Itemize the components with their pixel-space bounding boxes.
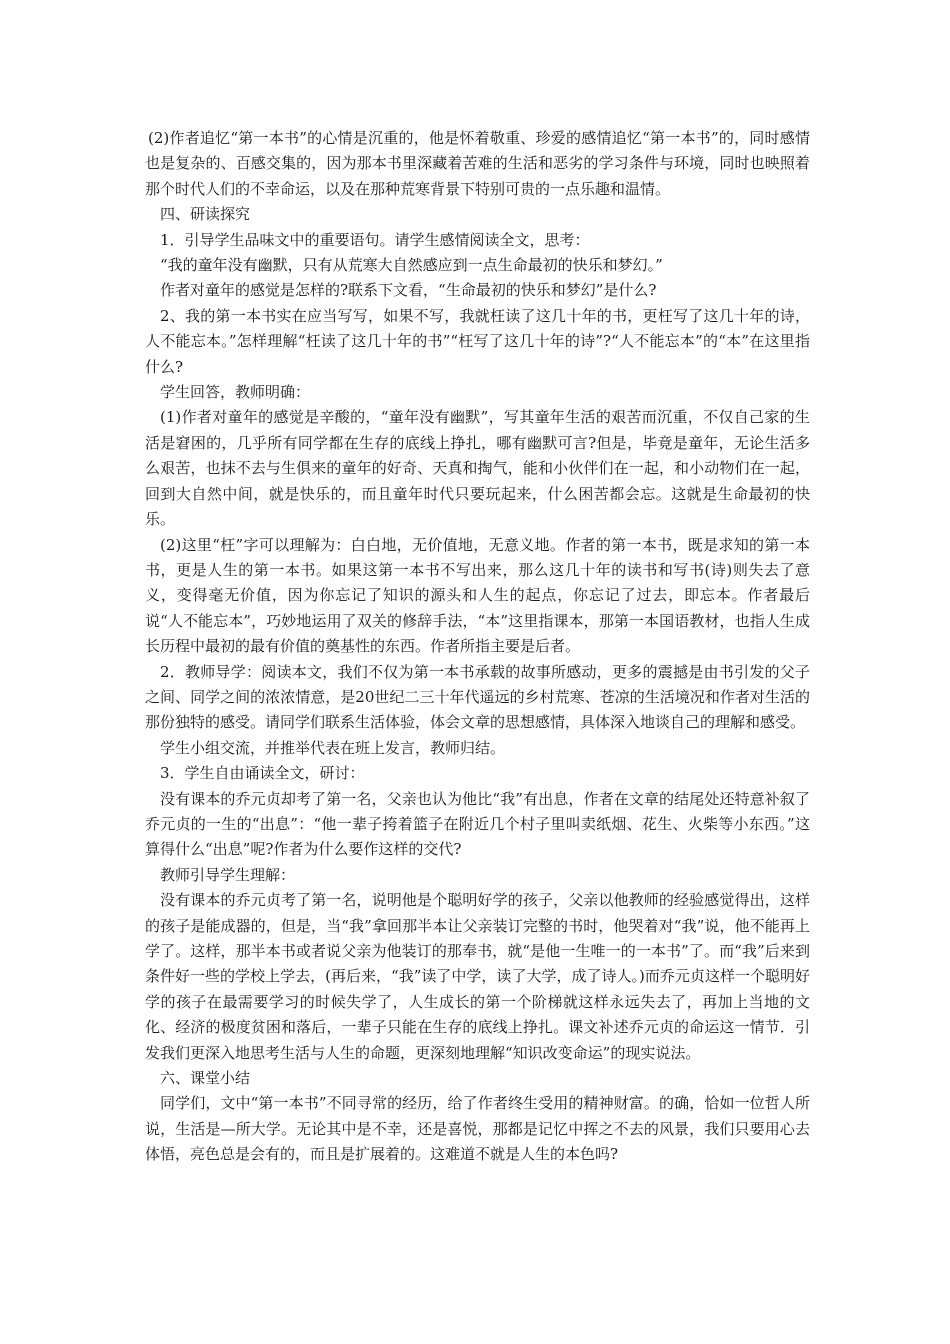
paragraph-quote: “我的童年没有幽默，只有从荒寒大自然感应到一点生命最初的快乐和梦幻。” xyxy=(160,256,663,275)
paragraph-summary: 同学们，文中“第一本书”不同寻常的经历，给了作者终生受用的精神财富。的确，恰如一位哲人所说，生活是—所大学。无论其中是不幸，还是喜悦，那都是记忆中挥之不去的风景，我们只要用心去体悟，亮色总是会有的，而且是扩展着的。这难道不就是人生的本色吗? xyxy=(145,1094,810,1164)
paragraph-group-discussion: 学生小组交流，并推举代表在班上发言，教师归结。 xyxy=(160,738,506,757)
paragraph-answer-intro: 学生回答，教师明确： xyxy=(160,383,311,402)
paragraph-feeling-analysis: (2)作者追忆“第一本书”的心情是沉重的，他是怀着敬重、珍爱的感情追忆“第一本书”的，同时感情也是复杂的、百感交集的，因为那本书里深藏着苦难的生活和恶劣的学习条件与环境，同时也映照着那个时代人们的不幸命运，以及在那种荒寒背景下特别可贵的一点乐趣和温情。 xyxy=(145,129,810,198)
paragraph-question-2: 2、我的第一本书实在应当写写，如果不写，我就枉读了这几十年的书，更枉写了这几十年的诗，人不能忘本。”怎样理解“枉读了这几十年的书”“枉写了这几十年的诗”?“人不能忘本”的“本”在这里指什么? xyxy=(145,306,810,376)
paragraph-guide: 2．教师导学：阅读本文，我们不仅为第一本书承载的故事所感动，更多的震撼是由书引发的父子之间、同学之间的浓浓情意，是20世纪二三十年代遥远的乡村荒寒、苍凉的生活境况和作者对生活的那份独特的感受。请同学们联系生活体验，体会文章的思想感情，具体深入地谈自己的理解和感受。 xyxy=(145,662,810,732)
section-heading-summary: 六、课堂小结 xyxy=(160,1069,251,1088)
paragraph-question-1: 作者对童年的感觉是怎样的?联系下文看，“生命最初的快乐和梦幻”是什么? xyxy=(160,281,657,300)
paragraph-qiao-question: 没有课本的乔元贞却考了第一名，父亲也认为他比“我”有出息，作者在文章的结尾处还特意补叙了乔元贞的一生的“出息”：“他一辈子挎着篮子在附近几个村子里叫卖纸烟、花生、火柴等小东西。”这算得什么“出息”呢?作者为什么要作这样的交代? xyxy=(145,789,810,859)
paragraph-teacher-guide: 教师引导学生理解： xyxy=(160,865,296,884)
document-body xyxy=(145,126,810,1168)
paragraph-answer-1: (1)作者对童年的感觉是辛酸的，“童年没有幽默”，写其童年生活的艰苦而沉重，不仅自己家的生活是窘困的，几乎所有同学都在生存的底线上挣扎，哪有幽默可言?但是，毕竟是童年，无论生活多么艰苦，也抹不去与生俱来的童年的好奇、天真和掏气，能和小伙伴们在一起，和小动物们在一起，回到大自然中间，就是快乐的，而且童年时代只要玩起来，什么困苦都会忘。这就是生命最初的快乐。 xyxy=(145,408,810,529)
section-heading-research: 四、研读探究 xyxy=(160,205,251,224)
paragraph-task-3: 3．学生自由诵读全文，研讨： xyxy=(160,764,365,783)
paragraph-task-1: 1．引导学生品味文中的重要语句。请学生感情阅读全文，思考： xyxy=(160,230,590,249)
paragraph-answer-2: (2)这里“枉”字可以理解为：白白地，无价值地，无意义地。作者的第一本书，既是求知的第一本书，更是人生的第一本书。如果这第一本书不写出来，那么这几十年的读书和写书(诗)则失去了意义，变得毫无价值，因为你忘记了知识的源头和人生的起点，你忘记了过去，即忘本。作者最后说“人不能忘本”，巧妙地运用了双关的修辞手法，“本”这里指课本，那第一本国语教材，也指人生成长历程中最初的最有价值的奠基性的东西。作者所指主要是后者。 xyxy=(145,535,810,656)
paragraph-qiao-answer: 没有课本的乔元贞考了第一名，说明他是个聪明好学的孩子，父亲以他教师的经验感觉得出，这样的孩子是能成器的，但是，当“我”拿回那半本让父亲装订完整的书时，他哭着对“我”说，他不能再上学了。这样，那半本书或者说父亲为他装订的那奉书，就“是他一生唯一的一本书”了。而“我”后来到条件好一些的学校上学去，(再后来，“我”读了中学，读了大学，成了诗人。)而乔元贞这样一个聪明好学的孩子在最需要学习的时候失学了，人生成长的第一个阶梯就这样永远失去了，再加上当地的文化、经济的极度贫困和落后，一辈子只能在生存的底线上挣扎。课文补述乔元贞的命运这一情节．引发我们更深入地思考生活与人生的命题，更深刻地理解“知识改变命运”的现实说法。 xyxy=(145,891,810,1062)
